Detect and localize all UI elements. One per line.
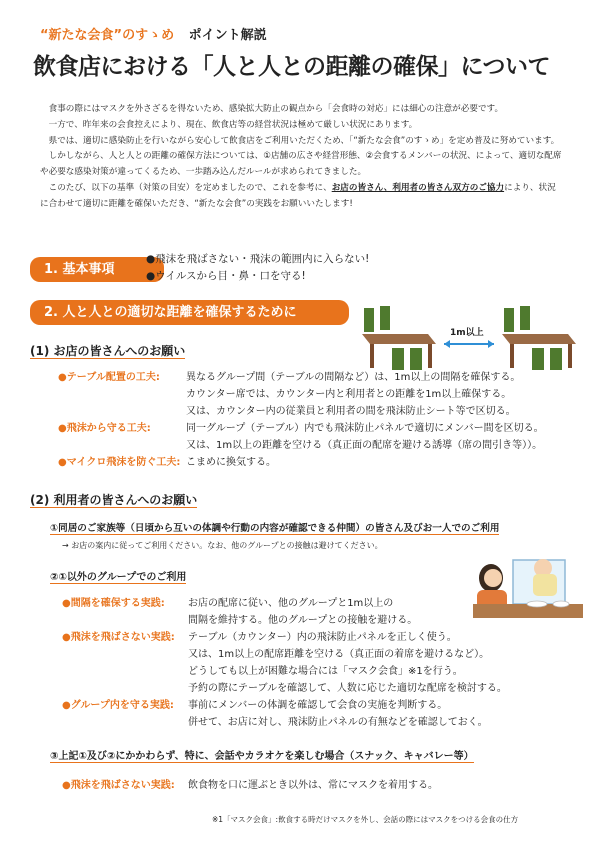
table-right bbox=[502, 306, 576, 370]
case2-heading bbox=[50, 568, 186, 583]
section1-heading: 1. 基本事項 bbox=[30, 257, 164, 282]
case1-heading bbox=[50, 520, 499, 534]
rule-row bbox=[58, 454, 544, 471]
basic-item: ●ウイルスから目・鼻・口を守る! bbox=[146, 270, 306, 282]
pretitle bbox=[40, 24, 267, 43]
intro-paragraph: 県では、適切に感染防止を行いながら安心して飲食店をご利用いただくため、「“新たな会食”のすゝめ」を定め普及に努めています。 bbox=[48, 135, 560, 146]
rule-text: お店の配席に従い、他のグループと1m以上の bbox=[188, 598, 394, 609]
intro-text-part: このたび、以下の基準（対策の目安）を定めましたので、これを参考に、 bbox=[48, 182, 332, 193]
users-rows bbox=[62, 595, 507, 731]
rule-text: 間隔を維持する。他のグループとの接触を避ける。 bbox=[188, 615, 418, 626]
case3-row bbox=[62, 777, 438, 794]
rule-row bbox=[62, 680, 507, 697]
rule-label: ●飛沫を飛ばさない実践: bbox=[62, 632, 175, 643]
rule-text: 異なるグループ間（テーブルの間隔など）は、1m以上の間隔を確保する。 bbox=[186, 372, 521, 383]
users-subheading-text: (2) 利用者の皆さんへのお願い bbox=[30, 493, 198, 507]
rule-label: ●飛沫を飛ばさない実践: bbox=[62, 780, 175, 791]
rule-text: 飲食物を口に運ぶとき以外は、常にマスクを着用する。 bbox=[188, 780, 438, 791]
rule-label: ●テーブル配置の工夫: bbox=[58, 372, 160, 383]
rule-row bbox=[58, 420, 544, 437]
case3-heading bbox=[50, 747, 474, 762]
case3-heading-text: ③上記①及び②にかかわらず、特に、会話やカラオケを楽しむ場合（スナック、キャバレー等） bbox=[50, 751, 474, 762]
intro-paragraph: 食事の際にはマスクを外さざるを得ないため、感染拡大防止の観点から「会食時の対応」には細心の注意が必要です。 bbox=[48, 104, 504, 114]
store-subheading-text: (1) お店の皆さんへのお願い bbox=[30, 344, 186, 358]
store-subheading bbox=[30, 342, 185, 359]
section2-heading: 2. 人と人との適切な距離を確保するために bbox=[30, 300, 349, 325]
case1-note: → お店の案内に従ってご利用ください。なお、他のグループとの接触は避けてください。 bbox=[62, 541, 383, 550]
rule-row bbox=[62, 697, 507, 714]
intro-text bbox=[40, 102, 562, 213]
rule-text: カウンター席では、カウンター内と利用者との距離を1m以上確保する。 bbox=[186, 389, 512, 400]
users-subheading bbox=[30, 491, 197, 508]
rule-text: こまめに換気する。 bbox=[186, 457, 276, 468]
distance-label: 1m以上 bbox=[450, 328, 484, 338]
rule-row bbox=[58, 369, 544, 386]
rule-row bbox=[62, 629, 507, 646]
rule-text: 事前にメンバーの体調を確認して会食の実施を判断する。 bbox=[188, 700, 448, 711]
rule-row bbox=[62, 663, 507, 680]
rule-row bbox=[62, 595, 507, 612]
distance-arrow-icon bbox=[444, 340, 494, 348]
table-left bbox=[362, 306, 436, 370]
rule-row bbox=[62, 612, 507, 629]
rule-text: 併せて、お店に対し、飛沫防止パネルの有無などを確認しておく。 bbox=[188, 717, 488, 728]
rule-text: 又は、カウンター内の従業員と利用者の間を飛沫防止シート等で区切る。 bbox=[186, 406, 516, 417]
rule-label: ●グループ内を守る実践: bbox=[62, 700, 174, 711]
rule-text: どうしても以上が困難な場合には「マスク会食」※1を行う。 bbox=[188, 666, 463, 677]
rule-text: 同一グループ（テーブル）内でも飛沫防止パネルで適切にメンバー間を区切る。 bbox=[186, 423, 544, 434]
store-rows bbox=[58, 369, 544, 471]
footnote: ※1「マスク会食」:飲食する時だけマスクを外し、会話の際にはマスクをつける会食の仕方 bbox=[212, 815, 519, 824]
rule-row bbox=[58, 437, 544, 454]
intro-emphasis: お店の皆さん、利用者の皆さん双方のご協力 bbox=[331, 182, 505, 193]
basic-item: ●飛沫を飛ばさない・飛沫の範囲内に入らない! bbox=[146, 253, 370, 265]
intro-paragraph: しかしながら、人と人との距離の確保方法については、①店舗の広さや経営形態、②会食するメンバーの状況、によって、適切な配席や必要な感染対策が違ってくるため、一歩踏み込んだルールが求められてきました。 bbox=[40, 151, 562, 178]
table-distance-illustration bbox=[358, 304, 583, 374]
intro-paragraph bbox=[40, 181, 562, 213]
rule-text: テーブル（カウンター）内の飛沫防止パネルを正しく使う。 bbox=[188, 632, 457, 643]
page-title: 飲食店における「人と人との距離の確保」について bbox=[33, 54, 551, 80]
rule-label: ●間隔を確保する実践: bbox=[62, 598, 165, 609]
rule-text: 又は、1m以上の距離を空ける（真正面の配席を避ける誘導（席の間引き等））。 bbox=[186, 440, 543, 451]
basic-items bbox=[146, 251, 369, 285]
rule-row bbox=[58, 403, 544, 420]
rule-label: ●マイクロ飛沫を防ぐ工夫: bbox=[58, 457, 181, 468]
intro-paragraph: 一方で、昨年来の会食控えにより、現在、飲食店等の経営状況は極めて厳しい状況にあります。 bbox=[48, 119, 418, 130]
rule-row bbox=[62, 646, 507, 663]
case1-heading-text: ①同居のご家族等（日頃から互いの体調や行動の内容が確認できる仲間）の皆さん及びお一人でのご利用 bbox=[50, 523, 500, 534]
pretitle-sub: ポイント解説 bbox=[188, 28, 267, 43]
rule-label: ●飛沫から守る工夫: bbox=[58, 423, 151, 434]
rule-text: 予約の際にテーブルを確認して、人数に応じた適切な配席を検討する。 bbox=[188, 683, 507, 694]
rule-row bbox=[62, 714, 507, 731]
rule-row bbox=[58, 386, 544, 403]
rule-text: 又は、1m以上の配席距離を空ける（真正面の着席を避けるなど）。 bbox=[188, 649, 490, 660]
case2-heading-text: ②①以外のグループでのご利用 bbox=[50, 572, 187, 583]
pretitle-main: “新たな会食”のすゝめ bbox=[40, 28, 175, 43]
intro-text-part: により、状況に合わせて適切に距離を確保いただき、“新たな会食”の実践をお願いいたします! bbox=[40, 182, 556, 209]
